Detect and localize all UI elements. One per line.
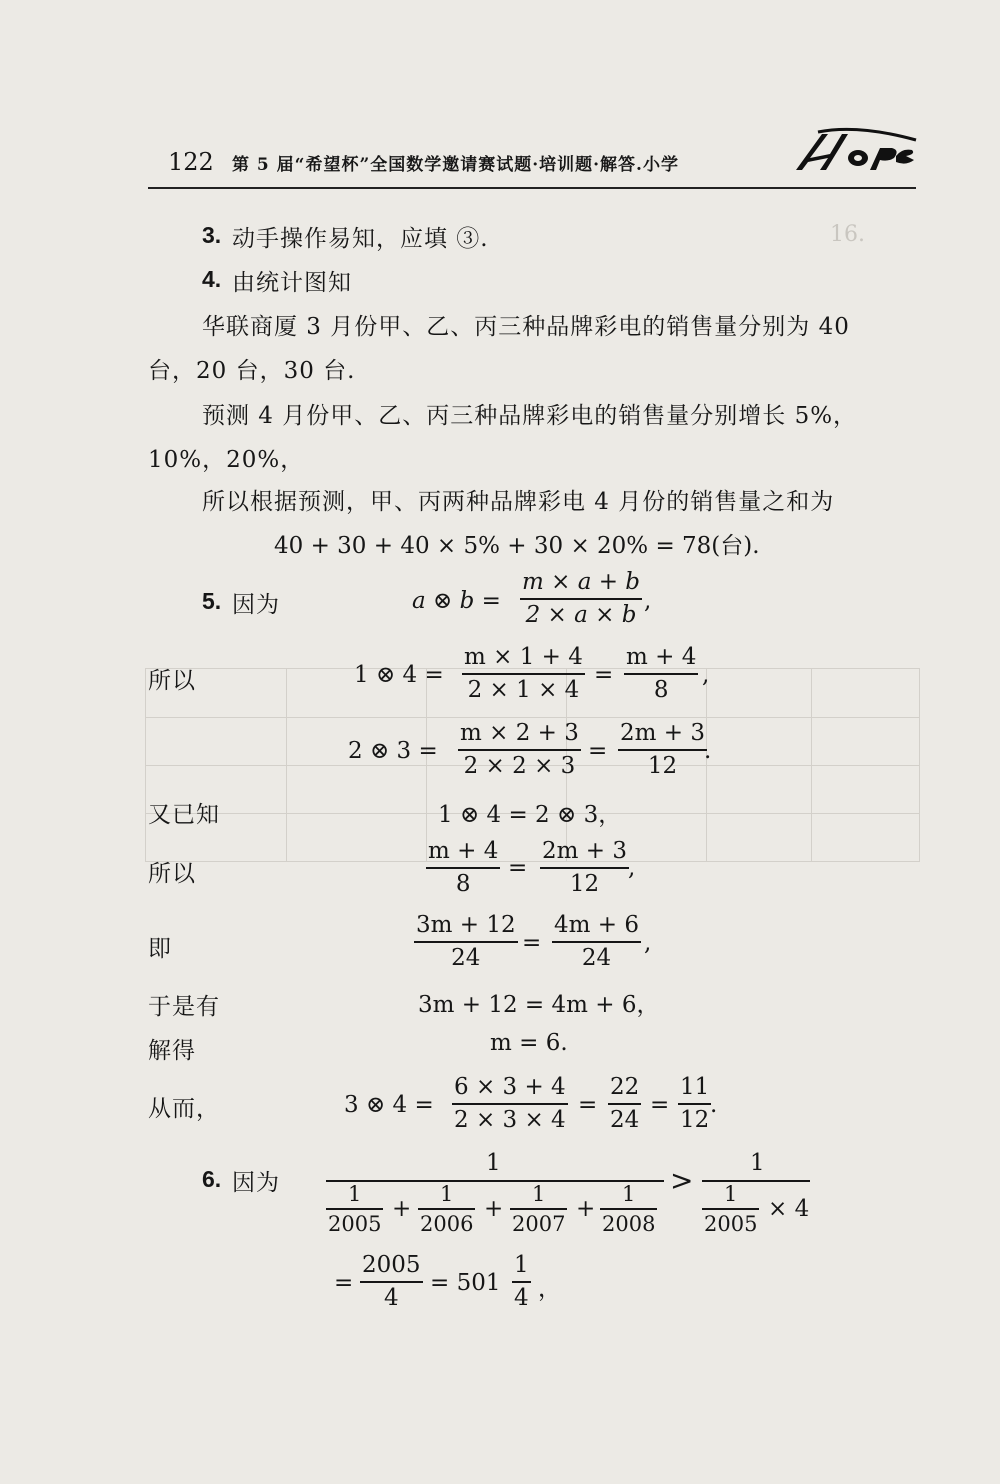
fraction-bar — [414, 941, 518, 943]
fraction-numerator: 1 — [514, 1252, 529, 1278]
fraction — [360, 1252, 423, 1312]
fraction-numerator: 1 — [348, 1182, 362, 1206]
math-text: . — [704, 738, 712, 764]
item-number: 5. — [202, 588, 222, 614]
fraction-denominator: 2006 — [420, 1211, 474, 1236]
math-text: 1 ⊗ 4 = — [354, 662, 444, 688]
fraction-numerator: m × 1 + 4 — [464, 644, 583, 670]
item-text: 动手操作易知，应填 ③. — [232, 226, 489, 252]
paragraph-line: 所以根据预测，甲、丙两种品牌彩电 4 月份的销售量之和为 — [202, 489, 835, 515]
fraction-denominator: 24 — [451, 944, 481, 971]
paragraph-line: 预测 4 月份甲、乙、丙三种品牌彩电的销售量分别增长 5%， — [202, 403, 858, 429]
step-label: 所以 — [148, 861, 196, 887]
fraction — [458, 720, 581, 780]
item-number: 3. — [202, 222, 222, 248]
fraction — [702, 1182, 759, 1236]
fraction-numerator: 4m + 6 — [554, 912, 639, 938]
math-text: + — [392, 1196, 412, 1222]
math-text: ， — [538, 1276, 561, 1302]
fraction-numerator: m × a + b — [522, 569, 641, 595]
fraction-bar — [624, 673, 698, 675]
fraction — [326, 1182, 383, 1236]
math-text: × 4 — [768, 1196, 810, 1222]
fraction — [618, 720, 707, 780]
fraction-bar — [510, 1208, 567, 1210]
item-text: 因为 — [232, 1170, 280, 1196]
math-text: = — [522, 930, 542, 956]
fraction-denominator: 8 — [455, 870, 471, 897]
fraction-bar — [458, 749, 581, 751]
step-label: 所以 — [148, 668, 196, 694]
step-label: 于是有 — [148, 994, 220, 1020]
math-text: = — [508, 855, 528, 881]
item-number: 6. — [202, 1166, 222, 1192]
fraction-denominator: 4 — [383, 1284, 399, 1311]
math-text: , — [628, 855, 636, 881]
math-text: 1 ⊗ 4 = 2 ⊗ 3， — [438, 802, 622, 828]
math-text: = — [650, 1092, 670, 1118]
fraction-numerator: 22 — [610, 1074, 640, 1100]
step-label: 又已知 — [148, 802, 220, 828]
fraction-denominator: 2005 — [328, 1211, 382, 1236]
fraction-numerator: m + 4 — [626, 644, 697, 670]
math-text: , — [644, 930, 652, 956]
fraction-numerator: 11 — [680, 1074, 710, 1100]
fraction-denominator: 2008 — [602, 1211, 656, 1236]
fraction-denominator: 24 — [581, 944, 612, 971]
math-text: , — [644, 588, 652, 614]
fraction-numerator: 6 × 3 + 4 — [454, 1074, 566, 1100]
bleed-through-text: 16. — [830, 222, 865, 247]
math-text: a ⊗ b = — [412, 588, 501, 614]
formula: 40 + 30 + 40 × 5% + 30 × 20% = 78(台). — [274, 533, 760, 559]
fraction-bar — [608, 1103, 641, 1105]
fraction-bar — [678, 1103, 711, 1105]
math-text: = 501 — [430, 1270, 501, 1296]
fraction-denominator: 2 × 1 × 4 — [467, 676, 580, 703]
step-label: 即 — [148, 936, 172, 962]
math-text: + — [484, 1196, 504, 1222]
fraction-denominator: 8 — [653, 676, 669, 703]
fraction-denominator: 12 — [680, 1106, 710, 1133]
paragraph-line: 华联商厦 3 月份甲、乙、丙三种品牌彩电的销售量分别为 40 — [202, 314, 850, 340]
fraction-bar — [702, 1208, 759, 1210]
fraction — [678, 1074, 711, 1134]
fraction-denominator: 24 — [610, 1106, 640, 1133]
math-text: + — [576, 1196, 596, 1222]
fraction-bar — [426, 867, 500, 869]
math-text: 3m + 12 = 4m + 6， — [418, 992, 660, 1018]
fraction-denominator: 12 — [569, 870, 600, 897]
item-text: 因为 — [232, 592, 280, 618]
math-text: = — [334, 1270, 354, 1296]
paragraph-line: 台，20 台，30 台. — [148, 358, 356, 384]
fraction-denominator: 2 × 2 × 3 — [463, 752, 576, 779]
fraction-numerator: 1 — [532, 1182, 546, 1206]
fraction-numerator: 1 — [440, 1182, 454, 1206]
fraction — [426, 838, 500, 898]
fraction — [624, 644, 698, 704]
fraction-bar — [540, 867, 629, 869]
fraction-denominator: 2 × 3 × 4 — [454, 1106, 566, 1133]
fraction-numerator: 1 — [750, 1150, 765, 1176]
fraction — [600, 1182, 657, 1236]
fraction-denominator: 12 — [647, 752, 678, 779]
paragraph-line: 10%，20%， — [148, 447, 305, 473]
math-text: , — [702, 662, 710, 688]
fraction-bar — [326, 1208, 383, 1210]
fraction-numerator: 1 — [622, 1182, 636, 1206]
math-text: . — [710, 1092, 718, 1118]
hope-logo-icon — [788, 126, 918, 176]
fraction-numerator: 2005 — [362, 1252, 421, 1278]
fraction-denominator: 2005 — [704, 1211, 758, 1236]
fraction-denominator: 2 × a × b — [525, 601, 637, 628]
fraction-numerator: 1 — [724, 1182, 738, 1206]
fraction-bar — [418, 1208, 475, 1210]
fraction-numerator: m × 2 + 3 — [460, 720, 579, 746]
item-number: 4. — [202, 266, 222, 292]
fraction — [510, 1182, 567, 1236]
fraction-numerator: 3m + 12 — [416, 912, 516, 938]
item-text: 由统计图知 — [232, 270, 352, 296]
fraction — [462, 644, 585, 704]
step-label: 解得 — [148, 1038, 196, 1064]
math-text: = — [578, 1092, 598, 1118]
fraction-numerator: 2m + 3 — [542, 838, 627, 864]
fraction — [520, 569, 642, 629]
math-text: > — [670, 1164, 694, 1197]
fraction — [540, 838, 629, 898]
fraction-bar — [552, 941, 641, 943]
running-title: 第 5 届“希望杯”全国数学邀请赛试题·培训题·解答.小学 — [232, 155, 679, 175]
fraction — [552, 912, 641, 972]
fraction-denominator: 2007 — [512, 1211, 566, 1236]
fraction-bar — [452, 1103, 568, 1105]
fraction-bar — [618, 749, 707, 751]
fraction-bar — [512, 1281, 531, 1283]
header-rule — [148, 187, 916, 189]
fraction — [608, 1074, 641, 1134]
fraction-bar — [462, 673, 585, 675]
page-header — [148, 138, 918, 190]
fraction — [452, 1074, 568, 1134]
page-number: 122 — [168, 148, 214, 176]
fraction-bar — [360, 1281, 423, 1283]
fraction — [512, 1252, 531, 1312]
fraction-denominator: 4 — [514, 1284, 529, 1311]
fraction-numerator: 2m + 3 — [620, 720, 705, 746]
math-text: = — [588, 738, 608, 764]
fraction-bar — [520, 598, 642, 600]
fraction-numerator: m + 4 — [428, 838, 499, 864]
math-text: 2 ⊗ 3 = — [348, 738, 438, 764]
math-text: = — [594, 662, 614, 688]
math-text: m = 6. — [490, 1030, 568, 1056]
fraction-bar — [600, 1208, 657, 1210]
math-text: 3 ⊗ 4 = — [344, 1092, 434, 1118]
step-label: 从而， — [148, 1096, 220, 1122]
fraction — [418, 1182, 475, 1236]
fraction — [414, 912, 518, 972]
fraction-numerator: 1 — [486, 1150, 501, 1176]
